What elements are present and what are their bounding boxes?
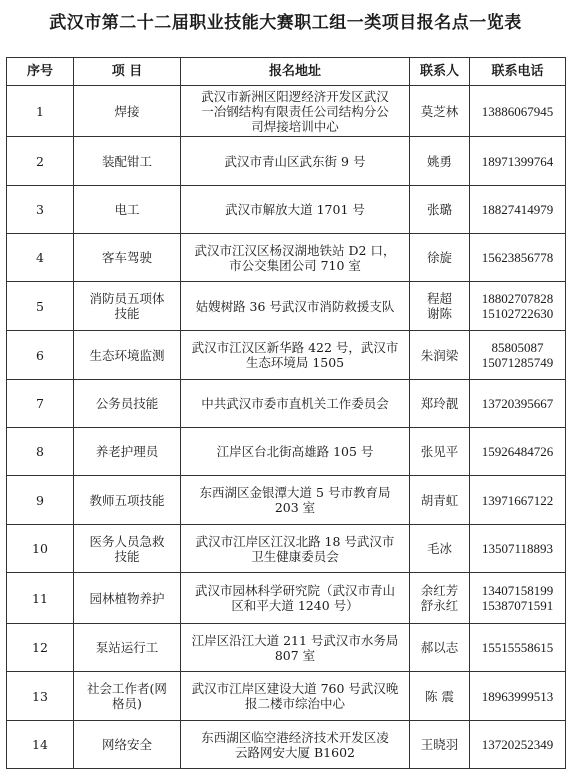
row-item [74,573,181,624]
row-number: 1 [7,86,74,137]
row-item-line: 养老护理员 [95,444,159,459]
row-address-line: 807 室 [274,647,316,663]
row-phone [470,234,566,282]
row-phone-line: 18827414979 [481,202,554,217]
row-address [181,573,410,624]
row-contact [410,186,470,234]
row-number: 5 [7,282,74,331]
row-number: 9 [7,476,74,525]
row-contact [410,721,470,769]
row-phone [470,672,566,721]
row-phone [470,476,566,525]
row-phone [470,380,566,428]
row-number: 4 [7,234,74,282]
row-address-line: 武汉市青山区武东街 9 号 [224,153,366,169]
row-phone [470,573,566,624]
row-address-line: 东西湖区临空港经济技术开发区凌 [201,729,389,745]
row-address [181,186,410,234]
row-number: 7 [7,380,74,428]
row-phone-line: 18963999513 [481,688,554,704]
row-address-line: 中共武汉市委市直机关工作委员会 [201,396,389,411]
table-row [7,234,566,282]
row-phone [470,331,566,380]
row-contact-line: 毛冰 [426,541,452,556]
row-number: 12 [7,624,74,672]
row-phone-line: 15071285749 [481,355,554,370]
row-address-line: 生态环境局 1505 [245,355,345,370]
row-contact-line: 郑玲靓 [420,396,459,411]
row-address [181,624,410,672]
row-number: 11 [7,573,74,624]
row-item-line: 生态环境监测 [89,347,165,363]
row-item-line: 医务人员急救 [89,533,165,549]
row-address-line: 武汉市江汉区杨汊湖地铁站 D2 口， [194,242,396,258]
row-address [181,721,410,769]
row-address-line: 武汉市江岸区江汉北路 18 号武汉市 [195,533,395,549]
row-phone [470,86,566,137]
row-item [74,331,181,380]
table-row [7,476,566,525]
row-phone-line: 15515558615 [481,640,554,655]
row-phone-line: 15102722630 [481,306,554,321]
row-item [74,380,181,428]
page-title: 武汉市第二十二届职业技能大赛职工组一类项目报名点一览表 [49,13,522,33]
row-address [181,137,410,186]
row-contact [410,428,470,476]
row-contact [410,624,470,672]
row-address [181,476,410,525]
row-phone-line: 18971399764 [481,153,554,169]
header-phone: 联系电话 [470,58,566,86]
header-contact: 联系人 [410,58,470,86]
row-item-line: 电工 [114,202,140,217]
row-contact [410,282,470,331]
row-phone [470,721,566,769]
row-item [74,186,181,234]
row-address-line: 东西湖区金银潭大道 5 号市教育局 [199,485,391,500]
table-row [7,86,566,137]
row-contact-line: 余红芳 [420,583,459,598]
row-address-line: 卫生健康委员会 [251,548,339,564]
header-item: 项 目 [74,58,181,86]
row-item-line: 公务员技能 [95,396,159,411]
table-row [7,380,566,428]
row-contact-line: 朱润梁 [420,347,459,363]
row-item-line: 网络安全 [101,737,152,752]
table-header-row [7,58,566,86]
row-address [181,234,410,282]
row-phone-line: 15623856778 [481,250,554,265]
row-address-line: 江岸区台北街高雄路 105 号 [216,444,374,459]
row-phone-line: 13971667122 [481,492,554,508]
row-item [74,234,181,282]
row-address-line: 区和平大道 1240 号） [231,598,359,613]
table-row [7,573,566,624]
table-body [7,86,566,769]
row-phone-line: 13720252349 [481,737,554,752]
row-contact-line: 谢陈 [426,306,452,321]
row-address [181,380,410,428]
table-row [7,672,566,721]
row-number: 13 [7,672,74,721]
row-item [74,624,181,672]
row-contact [410,331,470,380]
table-row [7,282,566,331]
table-row [7,428,566,476]
row-number: 2 [7,137,74,186]
row-item [74,137,181,186]
row-phone [470,186,566,234]
row-item-line: 教师五项技能 [89,492,165,508]
row-contact-line: 姚勇 [426,153,452,169]
row-number: 8 [7,428,74,476]
row-phone [470,282,566,331]
row-address-line: 武汉市园林科学研究院（武汉市青山 [194,583,395,598]
row-contact-line: 张璐 [426,202,452,217]
row-item [74,428,181,476]
row-phone-line: 18802707828 [481,291,554,306]
header-address: 报名地址 [181,58,410,86]
row-number: 10 [7,525,74,573]
row-contact [410,86,470,137]
row-address [181,672,410,721]
row-contact-line: 张见平 [420,444,459,459]
row-address [181,282,410,331]
row-address-line: 姑嫂树路 36 号武汉市消防救援支队 [195,298,395,314]
row-phone-line: 15387071591 [481,598,554,613]
table-row [7,721,566,769]
row-contact-line: 王晓羽 [420,737,459,752]
row-address-line: 江岸区沿江大道 211 号武汉市水务局 [191,632,399,648]
row-contact-line: 郝以志 [420,640,459,655]
row-address-line: 报二楼市综治中心 [244,696,345,711]
row-address-line: 云路网安大厦 B1602 [235,744,355,760]
row-item-line: 技能 [114,548,140,564]
row-item-line: 园林植物养护 [89,590,165,606]
table-row [7,137,566,186]
row-contact [410,476,470,525]
header-number: 序号 [7,58,74,86]
row-phone [470,428,566,476]
row-contact [410,573,470,624]
row-item [74,525,181,573]
row-item [74,721,181,769]
row-address [181,428,410,476]
row-address-line: 武汉市新洲区阳逻经济开发区武汉 [201,88,389,104]
row-item-line: 泵站运行工 [95,640,159,655]
row-address-line: 武汉市江岸区建设大道 760 号武汉晚 [191,681,399,696]
row-item-line: 技能 [114,306,140,321]
row-contact-line: 徐旋 [426,250,452,265]
row-item-line: 客车驾驶 [101,250,152,265]
row-number: 6 [7,331,74,380]
row-item-line: 焊接 [114,103,140,119]
row-contact-line: 舒永红 [420,598,459,613]
registration-table [6,57,566,769]
row-address-line: 司焊接培训中心 [251,118,339,134]
row-item [74,86,181,137]
row-contact [410,234,470,282]
row-item [74,476,181,525]
row-contact-line: 陈 震 [425,688,454,704]
row-address [181,86,410,137]
row-item-line: 消防员五项体 [89,291,165,306]
row-address-line: 武汉市江汉区新华路 422 号，武汉市 [191,340,399,355]
row-contact [410,672,470,721]
row-contact [410,137,470,186]
row-phone [470,525,566,573]
row-phone-line: 85805087 [491,340,544,355]
row-address-line: 市公交集团公司 710 室 [229,257,361,273]
row-contact [410,525,470,573]
row-item-line: 装配钳工 [101,153,152,169]
row-number: 14 [7,721,74,769]
row-contact-line: 程超 [426,291,452,306]
table-row [7,525,566,573]
row-address [181,331,410,380]
row-contact [410,380,470,428]
row-address [181,525,410,573]
row-phone-line: 13720395667 [481,396,554,411]
row-contact-line: 莫芝林 [420,103,459,119]
table-row [7,624,566,672]
row-phone-line: 13407158199 [481,583,554,598]
row-item [74,672,181,721]
row-address-line: 203 室 [274,500,316,515]
row-address-line: 一冶钢结构有限责任公司结构分公 [201,103,389,119]
row-phone-line: 13507118893 [481,541,554,556]
table-row [7,331,566,380]
row-contact-line: 胡青虹 [420,492,459,508]
row-item-line: 社会工作者(网 [87,681,167,696]
row-phone [470,137,566,186]
table-row [7,186,566,234]
row-item [74,282,181,331]
row-phone [470,624,566,672]
row-phone-line: 15926484726 [481,444,554,459]
row-address-line: 武汉市解放大道 1701 号 [225,202,365,217]
row-number: 3 [7,186,74,234]
row-item-line: 格员) [112,696,142,711]
row-phone-line: 13886067945 [481,103,554,119]
